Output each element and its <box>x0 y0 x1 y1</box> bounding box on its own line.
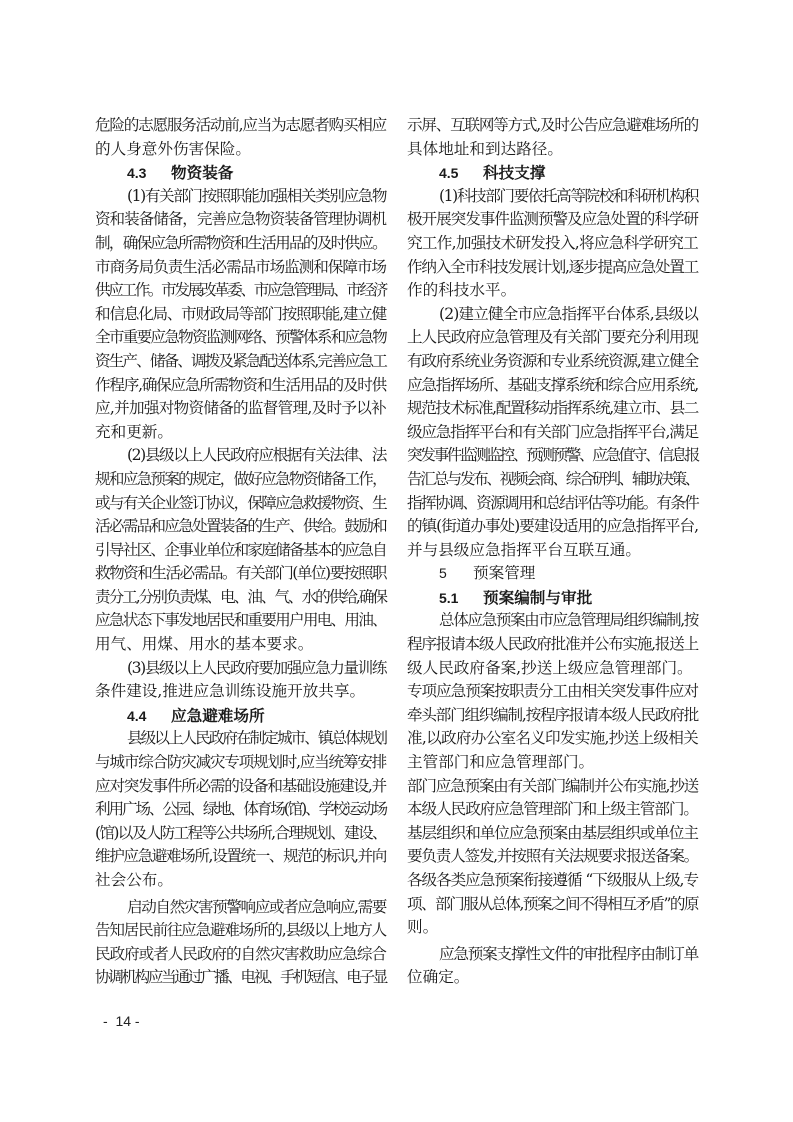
text-line-content: 引导社区、企事业单位和家庭储备基本的应急自 <box>95 540 386 559</box>
text-line <box>95 869 386 893</box>
text-line-content: 资生产、储备、调拨及紧急配送体系,完善应急工 <box>95 351 386 370</box>
left-column <box>95 114 386 990</box>
text-line <box>95 633 386 657</box>
text-line <box>95 350 386 374</box>
text-line <box>95 562 386 586</box>
section-title: 物资装备 <box>171 163 234 183</box>
text-line <box>407 374 698 398</box>
text-line-content: (2)建立健全市应急指挥平台体系,县级以 <box>439 304 699 323</box>
text-line-content: 应对突发事件所必需的设备和基础设施建设,并 <box>95 776 386 795</box>
text-line-content: 维护应急避难场所,设置统一、规范的标识,并向 <box>95 847 386 866</box>
text-line-content: 和信息化局、市财政局等部门按照职能,建立健 <box>95 304 386 323</box>
text-line-content: 活必需品和应急处置装备的生产、供给。鼓励和 <box>95 517 386 536</box>
text-line <box>407 869 698 893</box>
text-line <box>407 492 698 516</box>
text-line <box>95 374 386 398</box>
text-line-content: 应,并加强对物资储备的监督管理,及时予以补 <box>95 399 386 418</box>
text-line <box>95 539 386 563</box>
text-line-content: 示屏、互联网等方式,及时公告应急避难场所的 <box>407 116 698 134</box>
text-line <box>95 303 386 327</box>
text-line-content: 专项应急预案按职责分工由相关突发事件应对 <box>407 682 698 701</box>
text-line <box>95 138 386 162</box>
text-line <box>407 704 698 728</box>
text-line <box>95 232 386 256</box>
text-line-content: 告汇总与发布、视频会商、综合研判、辅助决策、 <box>407 469 698 488</box>
text-line <box>95 586 386 610</box>
text-line <box>95 256 386 280</box>
text-line-content: 救物资和生活必需品。有关部门(单位)要按照职 <box>95 564 386 583</box>
text-line-content: 规和应急预案的规定，做好应急物资储备工作， <box>95 469 386 488</box>
section-heading <box>407 562 698 586</box>
text-line-content: 具体地址和到达路径。 <box>407 139 563 158</box>
text-line <box>95 798 386 822</box>
text-line-content: 协调机构应当通过广播、电视、手机短信、电子显 <box>95 968 386 987</box>
text-line-content: 资和装备储备，完善应急物资装备管理协调机 <box>95 210 386 229</box>
text-line <box>95 492 386 516</box>
text-line <box>407 680 698 704</box>
text-line-content: 极开展突发事件监测预警及应急处置的科学研 <box>407 210 698 229</box>
text-line-content: 级人民政府备案,抄送上级应急管理部门。 <box>407 658 693 677</box>
text-line-content: 位确定。 <box>407 968 470 987</box>
section-number: 5 <box>439 565 447 582</box>
section-heading <box>407 161 698 185</box>
section-number: 4.3 <box>127 165 147 182</box>
text-line <box>95 727 386 751</box>
text-line <box>407 468 698 492</box>
text-line-content: 市商务局负责生活必需品市场监测和保障市场 <box>95 257 386 276</box>
text-line <box>407 657 698 681</box>
section-title: 预案管理 <box>473 564 536 583</box>
text-line-content: 项、部门服从总体,预案之间不得相互矛盾”的原 <box>407 894 698 913</box>
text-line <box>407 775 698 799</box>
text-line-content: 社会公布。 <box>95 871 173 889</box>
text-line <box>407 539 698 563</box>
text-line <box>95 444 386 468</box>
text-line-content: 并与县级应急指挥平台互联互通。 <box>407 540 641 559</box>
text-line-content: 全市重要应急物资监测网络、预警体系和应急物 <box>95 328 386 347</box>
section-heading <box>407 586 698 610</box>
page-number: - 14 - <box>103 1013 140 1029</box>
text-line <box>407 515 698 539</box>
section-heading <box>95 704 386 728</box>
text-line <box>95 114 386 138</box>
text-line-content: 制，确保应急所需物资和生活用品的及时供应。 <box>95 233 386 252</box>
text-line-content: 准,以政府办公室名义印发实施,抄送上级相关 <box>407 729 698 748</box>
section-number: 4.4 <box>127 707 147 724</box>
text-line <box>95 279 386 303</box>
text-line <box>95 421 386 445</box>
text-line <box>407 845 698 869</box>
text-line <box>407 727 698 751</box>
text-line-content: 各级各类应急预案衔接遵循 “下级服从上级,专 <box>407 871 699 889</box>
text-line-content: (3)县级以上人民政府要加强应急力量训练 <box>127 658 387 677</box>
text-line <box>407 943 698 967</box>
text-line <box>95 943 386 967</box>
text-line-content: 供应工作。市发展改革委、市应急管理局、市经济 <box>95 281 386 300</box>
text-line <box>407 256 698 280</box>
text-line-content: 县级以上人民政府在制定城市、镇总体规划 <box>127 729 386 748</box>
text-line <box>407 444 698 468</box>
text-line <box>407 232 698 256</box>
text-line-content: 的镇(街道办事处)要建设适用的应急指挥平台, <box>407 517 699 536</box>
text-line <box>407 893 698 917</box>
text-line-content: 告知居民前往应急避难场所的,县级以上地方人 <box>95 921 386 940</box>
text-line <box>95 609 386 633</box>
text-line <box>407 916 698 940</box>
text-line <box>95 208 386 232</box>
text-line-content: 危险的志愿服务活动前,应当为志愿者购买相应 <box>95 116 386 134</box>
text-line <box>407 185 698 209</box>
text-line-content: 有政府系统业务资源和专业系统资源,建立健全 <box>407 351 698 370</box>
text-line-content: 要负责人签发,并按照有关法规要求报送备案。 <box>407 847 698 866</box>
text-line <box>407 138 698 162</box>
text-line-content: 作纳入全市科技发展计划,逐步提高应急处置工 <box>407 257 698 276</box>
text-line-content: 与城市综合防灾减灾专项规划时,应当统筹安排 <box>95 753 386 772</box>
text-line-content: 总体应急预案由市应急管理局组织编制,按 <box>439 611 698 630</box>
text-line <box>407 609 698 633</box>
text-line <box>407 326 698 350</box>
text-line <box>407 966 698 990</box>
text-line-content: 级应急指挥平台和有关部门应急指挥平台,满足 <box>407 422 698 441</box>
text-line <box>95 397 386 421</box>
text-line <box>407 421 698 445</box>
text-line-content: (1)有关部门按照职能加强相关类别应急物 <box>127 186 387 205</box>
text-line <box>95 896 386 920</box>
text-line-content: 突发事件监测监控、预测预警、应急值守、信息报 <box>407 446 698 465</box>
text-line-content: (2)县级以上人民政府应根据有关法律、法 <box>127 446 387 465</box>
text-line-content: 程序报请本级人民政府批准并公布实施,报送上 <box>407 635 698 654</box>
text-line <box>407 114 698 138</box>
text-line-content: 充和更新。 <box>95 422 173 441</box>
text-line <box>407 822 698 846</box>
text-line-content: 利用广场、公园、绿地、体育场(馆)、学校运动场 <box>95 800 386 819</box>
text-line-content: 作的科技水平。 <box>407 281 517 300</box>
text-line <box>95 751 386 775</box>
text-line-content: 条件建设,推进应急训练设施开放共享。 <box>95 682 366 701</box>
text-line-content: 作程序,确保应急所需物资和生活用品的及时供 <box>95 375 386 394</box>
text-line-content: 应急预案支撑性文件的审批程序由制订单 <box>439 944 698 963</box>
text-line <box>95 775 386 799</box>
text-line <box>95 468 386 492</box>
section-title: 预案编制与审批 <box>483 587 593 607</box>
text-line <box>95 845 386 869</box>
text-line <box>407 279 698 303</box>
text-line <box>407 633 698 657</box>
text-line-content: (1)科技部门要依托高等院校和科研机构积 <box>439 186 699 205</box>
text-line <box>407 350 698 374</box>
text-line <box>95 657 386 681</box>
section-heading <box>95 161 386 185</box>
text-line <box>407 303 698 327</box>
text-line-content: 上人民政府应急管理及有关部门要充分利用现 <box>407 328 698 347</box>
right-column <box>407 114 698 990</box>
text-line-content: 的人身意外伤害保险。 <box>95 139 251 158</box>
text-line <box>407 751 698 775</box>
text-line-content: 应急状态下事发地居民和重要用户用电、用油、 <box>95 611 386 630</box>
section-title: 应急避难场所 <box>171 705 265 725</box>
text-line <box>407 208 698 232</box>
text-line <box>95 326 386 350</box>
text-line-content: 或与有关企业签订协议，保障应急救援物资、生 <box>95 493 386 512</box>
text-line <box>95 919 386 943</box>
text-line-content: 主管部门和应急管理部门。 <box>407 753 595 772</box>
section-number: 4.5 <box>439 165 459 182</box>
text-line <box>95 822 386 846</box>
text-line-content: 本级人民政府应急管理部门和上级主管部门。 <box>407 800 698 819</box>
text-line-content: 究工作,加强技术研发投入,将应急科学研究工 <box>407 233 698 252</box>
text-line <box>95 680 386 704</box>
text-line-content: 民政府或者人民政府的自然灾害救助应急综合 <box>95 944 386 963</box>
text-line <box>407 397 698 421</box>
text-line-content: 部门应急预案由有关部门编制并公布实施,抄送 <box>407 776 698 795</box>
text-line-content: 启动自然灾害预警响应或者应急响应,需要 <box>127 897 386 916</box>
text-line-content: (馆)以及人防工程等公共场所,合理规划、建设、 <box>95 823 387 842</box>
text-line-content: 责分工,分别负责煤、电、油、气、水的供给,确保 <box>95 587 386 606</box>
text-line-content: 指挥协调、资源调用和总结评估等功能。有条件 <box>407 493 698 512</box>
text-line <box>407 798 698 822</box>
text-line-content: 基层组织和单位应急预案由基层组织或单位主 <box>407 823 698 842</box>
text-line <box>95 966 386 990</box>
text-line-content: 应急指挥场所、基础支撑系统和综合应用系统, <box>407 375 698 394</box>
text-line <box>95 515 386 539</box>
text-line-content: 牵头部门组织编制,按程序报请本级人民政府批 <box>407 705 698 724</box>
text-line-content: 用气、用煤、用水的基本要求。 <box>95 635 314 654</box>
section-number: 5.1 <box>439 589 459 606</box>
text-line-content: 规范技术标准,配置移动指挥系统,建立市、县二 <box>407 399 698 418</box>
section-title: 科技支撑 <box>483 163 546 183</box>
text-line <box>95 185 386 209</box>
text-line-content: 则。 <box>407 918 439 937</box>
